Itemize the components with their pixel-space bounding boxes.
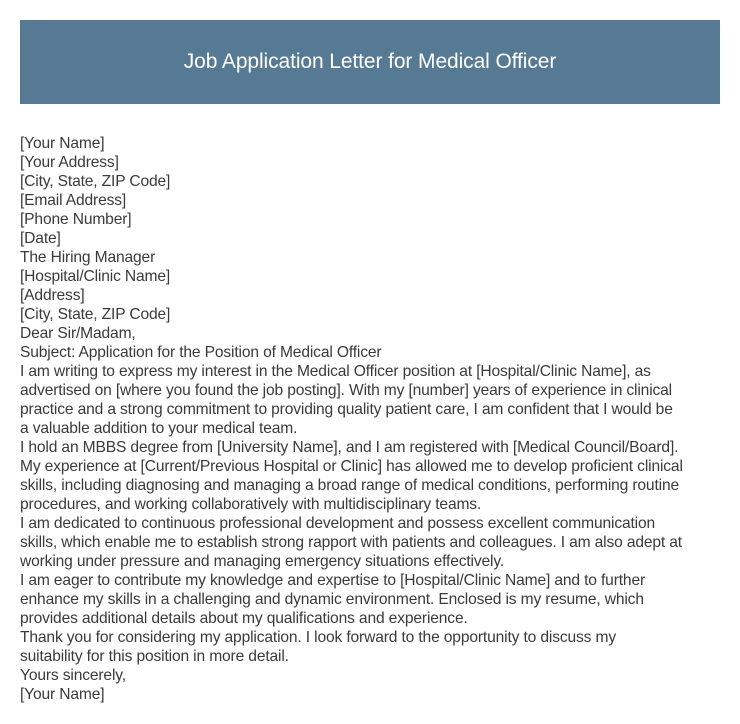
paragraph-line: working under pressure and managing emergency situations effectively.: [20, 553, 505, 570]
paragraph-line: provides additional details about my qualifications and experience.: [20, 610, 468, 627]
page-title: Job Application Letter for Medical Officer: [183, 50, 557, 73]
paragraph-line: practice and a strong commitment to providing quality patient care, I am confident that I would be: [20, 401, 673, 418]
sender-email: [Email Address]: [20, 192, 127, 209]
sender-phone: [Phone Number]: [20, 211, 132, 228]
paragraph-line: I am writing to express my interest in the Medical Officer position at [Hospital/Clinic Name], as: [20, 363, 651, 380]
sender-block: [20, 134, 725, 229]
paragraph-line: I am eager to contribute my knowledge and expertise to [Hospital/Clinic Name] and to further: [20, 572, 646, 589]
paragraph-intro: [20, 362, 725, 438]
recipient-title: The Hiring Manager: [20, 249, 156, 266]
subject-line: Subject: Application for the Position of Medical Officer: [20, 344, 382, 361]
paragraph-line: skills, including diagnosing and managing a broad range of medical conditions, performing routine: [20, 477, 679, 494]
letter-body: [20, 134, 725, 704]
paragraph-line: a valuable addition to your medical team.: [20, 420, 298, 437]
paragraph-line: skills, which enable me to establish strong rapport with patients and colleagues. I am also adept at: [20, 534, 682, 551]
recipient-organization: [Hospital/Clinic Name]: [20, 268, 171, 285]
paragraph-line: suitability for this position in more detail.: [20, 648, 289, 665]
closing: Yours sincerely,: [20, 667, 126, 684]
paragraph-line: I am dedicated to continuous professional development and possess excellent communication: [20, 515, 656, 532]
page-header: [20, 20, 720, 104]
recipient-block: [20, 248, 725, 324]
paragraph-skills: [20, 514, 725, 571]
salutation: Dear Sir/Madam,: [20, 325, 136, 342]
paragraph-line: enhance my skills in a challenging and dynamic environment. Enclosed is my resume, which: [20, 591, 644, 608]
paragraph-thanks: [20, 628, 725, 666]
paragraph-line: Thank you for considering my application. I look forward to the opportunity to discuss my: [20, 629, 616, 646]
paragraph-line: procedures, and working collaboratively with multidisciplinary teams.: [20, 496, 482, 513]
recipient-address: [Address]: [20, 287, 85, 304]
recipient-city-state-zip: [City, State, ZIP Code]: [20, 306, 171, 323]
paragraph-line: I hold an MBBS degree from [University Name], and I am registered with [Medical Council/Board].: [20, 439, 679, 456]
paragraph-qualifications: [20, 438, 725, 514]
paragraph-line: advertised on [where you found the job posting]. With my [number] years of experience in clinical: [20, 382, 672, 399]
sender-city-state-zip: [City, State, ZIP Code]: [20, 173, 171, 190]
signature: [Your Name]: [20, 686, 105, 703]
sender-name: [Your Name]: [20, 135, 105, 152]
letter-date: [Date]: [20, 230, 61, 247]
paragraph-motivation: [20, 571, 725, 628]
sender-address: [Your Address]: [20, 154, 119, 171]
paragraph-line: My experience at [Current/Previous Hospital or Clinic] has allowed me to develop proficient clinical: [20, 458, 683, 475]
